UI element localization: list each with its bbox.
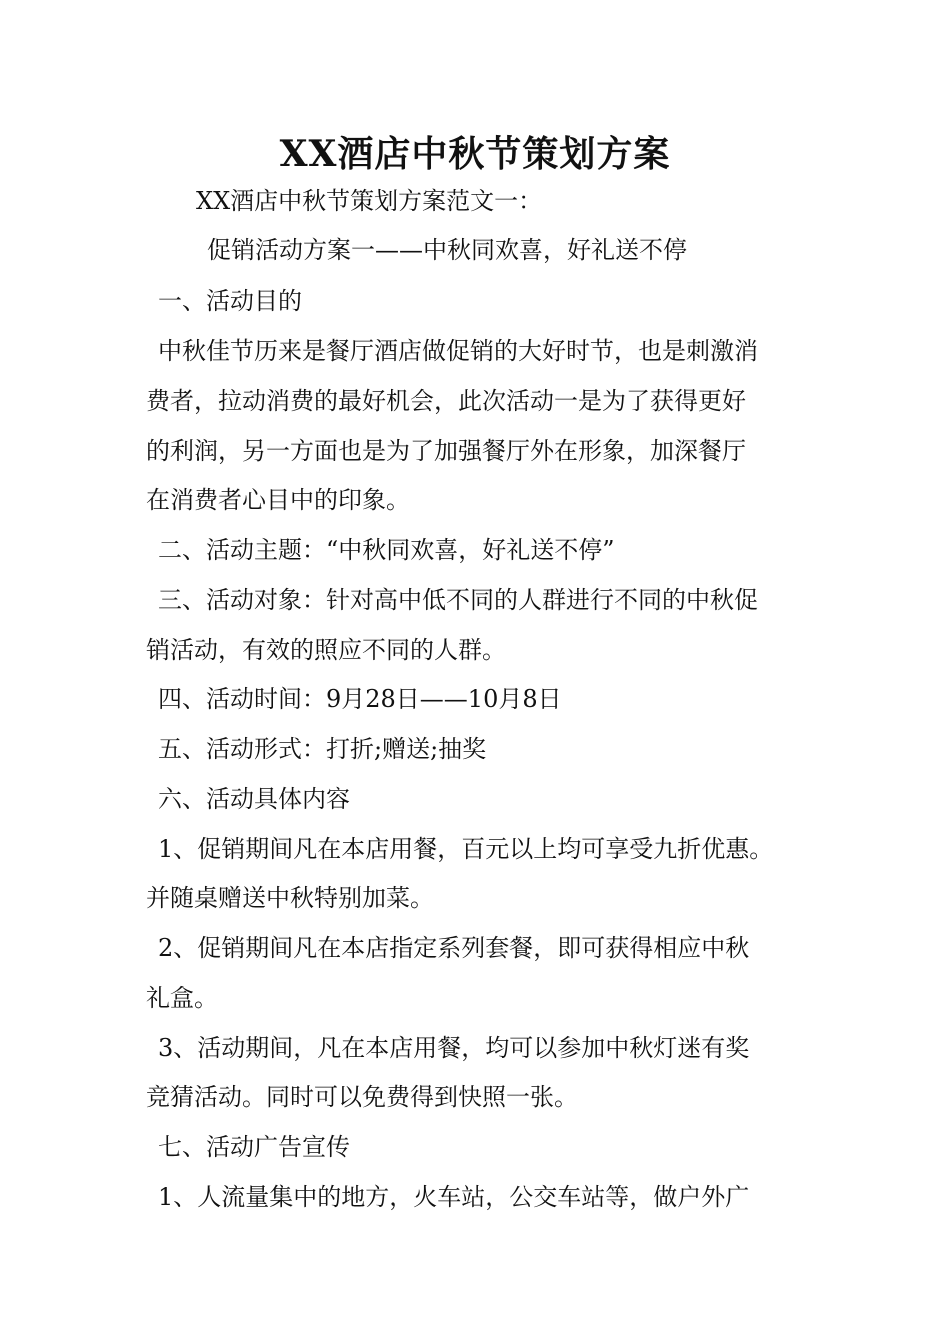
paragraph-line: 中秋佳节历来是餐厅酒店做促销的大好时节，也是刺激消 bbox=[158, 337, 758, 365]
list-item-line: 并随桌赠送中秋特别加菜。 bbox=[146, 884, 434, 912]
paragraph-line: 的利润，另一方面也是为了加强餐厅外在形象，加深餐厅 bbox=[146, 437, 746, 465]
section-heading-audience: 三、活动对象：针对高中低不同的人群进行不同的中秋促 bbox=[158, 586, 758, 614]
list-item-line: 1、促销期间凡在本店用餐，百元以上均可享受九折优惠。 bbox=[158, 835, 774, 863]
section-heading-format: 五、活动形式：打折;赠送;抽奖 bbox=[158, 735, 487, 763]
document-title: XX酒店中秋节策划方案 bbox=[279, 133, 671, 175]
list-item-line: 礼盒。 bbox=[146, 984, 218, 1012]
paragraph-line: 费者，拉动消费的最好机会，此次活动一是为了获得更好 bbox=[146, 387, 746, 415]
section-heading-theme: 二、活动主题：“中秋同欢喜，好礼送不停” bbox=[158, 536, 615, 564]
list-item-line: 竞猜活动。同时可以免费得到快照一张。 bbox=[146, 1083, 578, 1111]
list-item-line: 3、活动期间，凡在本店用餐，均可以参加中秋灯迷有奖 bbox=[158, 1034, 750, 1062]
section-heading-time: 四、活动时间：9月28日——10月8日 bbox=[158, 685, 562, 713]
section-heading-purpose: 一、活动目的 bbox=[158, 287, 302, 315]
paragraph-line: 在消费者心目中的印象。 bbox=[146, 486, 410, 514]
section-heading-content: 六、活动具体内容 bbox=[158, 785, 350, 813]
paragraph-line: 销活动，有效的照应不同的人群。 bbox=[146, 636, 506, 664]
campaign-heading: 促销活动方案一——中秋同欢喜，好礼送不停 bbox=[207, 236, 687, 264]
section-heading-advertising: 七、活动广告宣传 bbox=[158, 1133, 350, 1161]
subtitle-line: XX酒店中秋节策划方案范文一： bbox=[196, 187, 543, 215]
list-item-line: 1、人流量集中的地方，火车站，公交车站等，做户外广 bbox=[158, 1183, 750, 1211]
list-item-line: 2、促销期间凡在本店指定系列套餐，即可获得相应中秋 bbox=[158, 934, 750, 962]
